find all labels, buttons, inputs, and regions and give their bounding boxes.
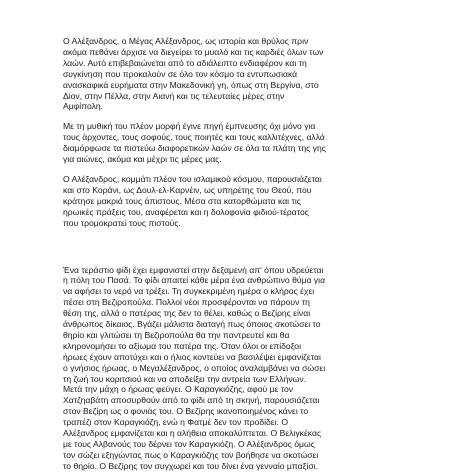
paragraph-story: Ένα τεράστιο φίδι έχει εμφανιστεί στην δεξαμενή απ' όπου υδρεύεται η πόλη του Πασά. Το φίδι απαιτεί κάθε μέρα ένα ανθρώπινο θύμα για να αφήσει το νερό να τρέξει. Τη συγκεκριμένη ημέρα ο κλήρος έχει πέσει στη Βεζιροπούλα. Πολλοί νέοι προσφέρονται να πάρουν τη θέση της, αλλά ο πατέρας της δεν το θέλει, καθώς ο Βεζίρης είναι άνθρωπος δίκαιος. Βγάζει μάλιστα διαταγή πως όποιος σκοτώσει το θηρίο και γλιτώσει τη Βεζιροπούλα θα την παντρευτεί και θα κληρονομήσει το αξίωμα του πατέρα της. Όταν όλοι οι επίδοξοι ήρωες έχουν αποτύχει και ο ήλιος κοντεύει να βασιλέψει εμφανίζεται ο γνήσιος ήρωας, ο Μεγαλέξανδρος, ο οποίος αναλαμβάνει να σώσει τη ζωή του κοριτσιού και να αποδείξει την αντρεία των Ελλήνων. Μετά την μάχη ο ήρωας φεύγει. Ο Καραγκιόζης, αφού με τον Χατζηαβάτη αποσυρθούν από το φίδι από τη σκηνή, παρουσιάζεται στον Βεζίρη ως ο φονιάς του. Ο Βεζίρης ικανοποιημένος κάνει το τραπέζι στον Καραγκιόζη, ενώ η Φατμέ δεν τον προδίδει. Ο Αλέξανδρος εμφανίζεται και η αλήθεια αποκαλύπτεται. Ο Βελιγκέκας με τους Αλβανούς του δέρνει τον Καραγκιόζη. Ο Αλέξανδρος όμως τον σώζει εξηγώντας πως ο Καραγκιόζης τον βοήθησε να σκοτώσει το θηρίο. Ο Βεζίρης τον συγχωρεί και του δίνει ένα γενναίο μπαξίσι.: [63, 264, 326, 471]
paragraph-myth: Με τη μυθική του πλέον μορφή έγινε πηγή έμπνευσης όχι μόνο για τους άρχοντες, τους σοφούς, τους ποιητές και τους καλλιτέχνες, αλλά διαμόρφωσε τα πιστεύω διαφορετικών λαών σε όλα τα πλάτη της γης για αιώνες, ακόμα και μέχρι τις μέρες μας.: [63, 121, 326, 165]
paragraph-islam: Ο Αλέξανδρος, κομμάτι πλέον του ισλαμικού κόσμου, παρουσιάζεται και στο Κοράνι, ως Δουλ-ελ-Καρνέιν, ως υπηρέτης του Θεού, που κράτησε μακριά τους άπιστους. Μέσα στα κατορθώματα και τις ηρωικές πράξεις του, αναφέρεται και η δολοφονία φιδιού-τέρατος που τρομοκρατεί τους πιστούς.: [63, 173, 322, 228]
paragraph-intro: Ο Αλέξανδρος, ο Μέγας Αλέξανδρος, ως ιστορία και θρύλος πριν ακόμα πεθάνει άρχισε να διεγείρει το μυαλό και τις καρδιές όλων των λαών. Αυτό επιβεβαιώνεται από το αδιάλειπτο ενδιαφέρον και τη συγκίνηση που προκαλούν σε όλο τον κόσμο τα εντυπωσιακά ανασκαφικά ευρήματα στην Μακεδονική γη, όπως στη Βεργίνα, στο Δίον, στην Πέλλα, στην Αιανή και τις τελευταίες μέρες στην Αμφίπολη.: [63, 36, 324, 112]
